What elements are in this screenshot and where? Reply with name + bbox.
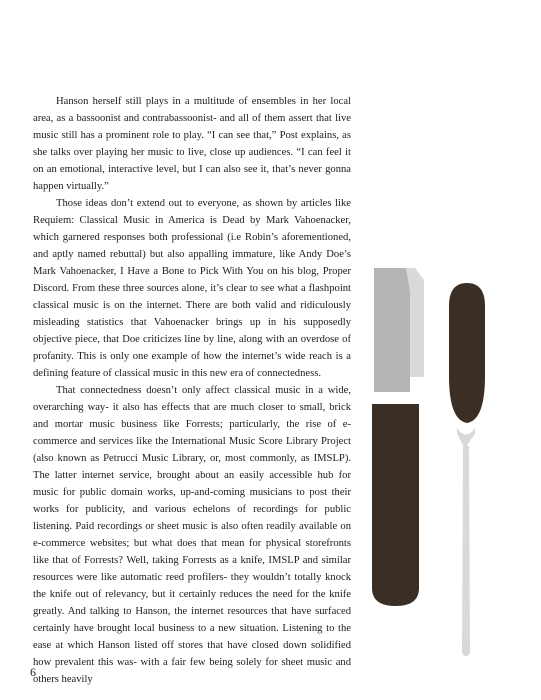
knife-handle [372, 404, 419, 606]
article-body [33, 93, 351, 688]
reed-knife-icon [372, 268, 424, 606]
tool-handle [449, 283, 485, 423]
tool-shaft [462, 446, 470, 657]
reed-tool-icon [449, 283, 485, 657]
knife-blade-face [374, 268, 410, 392]
reed-tools-illustration [366, 268, 506, 668]
paragraph: Those ideas don’t extend out to everyone, as shown by articles like Requiem: Classical Music in America is Dead by Mark Vahoenacker, which garnered responses both professional (i.e Robin’s aforementioned, and aptly named rebuttal) but also appalling immature, like Andy Doe’s Mark Vahoenacker, I Have a Bone to Pick With You on his blog, Proper Discord. From these three sources alone, it’s clear to see what a flashpoint classical music is on the internet. There are both valid and ridiculously misleading statistics that Vahoenacker brings up in his supposedly objective piece, that Doe criticizes line by line, along with an overdose of profanity. This is only one example of how the internet’s wide reach is a defining feature of classical music in this new era of connectedness. [33, 198, 351, 379]
paragraph: Hanson herself still plays in a multitude of ensembles in her local area, as a bassoonist and contrabassoonist- and all of them assert that live music still has a prominent role to play. “I can see that,” Post explains, as she talks over playing her music to live, close up audiences. “I can feel it on an emotional, interactive level, but I can also see it, that’s never gonna happen virtually.” [33, 96, 351, 192]
page-number: 6 [30, 665, 36, 679]
paragraph: That connectedness doesn’t only affect classical music in a wide, overarching way- it also has effects that are much closer to small, brick and mortar music business like Forrests; particularly, the rise of e-commerce and services like the International Music Score Library Project (also known as Petrucci Music Library, or, most commonly, as IMSLP). The latter internet service, brought about an easily accessible hub for music for public domain works, up-and-coming musicians to post their works for publicity, and various echelons of recordings for public listening. Paid recordings or sheet music is also often readily available on e-commerce websites; but what does that mean for physical storefronts like that of Forrests? Well, taking Forrests as a knife, IMSLP and similar resources were like automatic reed profilers- they wouldn’t totally knock the knife out of relevancy, but it certainly reduces the need for the knife greatly. And talking to Hanson, the internet resources that have surfaced certainly have brought local business to a new situation. Listening to the ease at which Hanson listed off stores that have closed down solidified how prevalent this was- with a fair few being solely for sheet music and others heavily [33, 385, 351, 685]
